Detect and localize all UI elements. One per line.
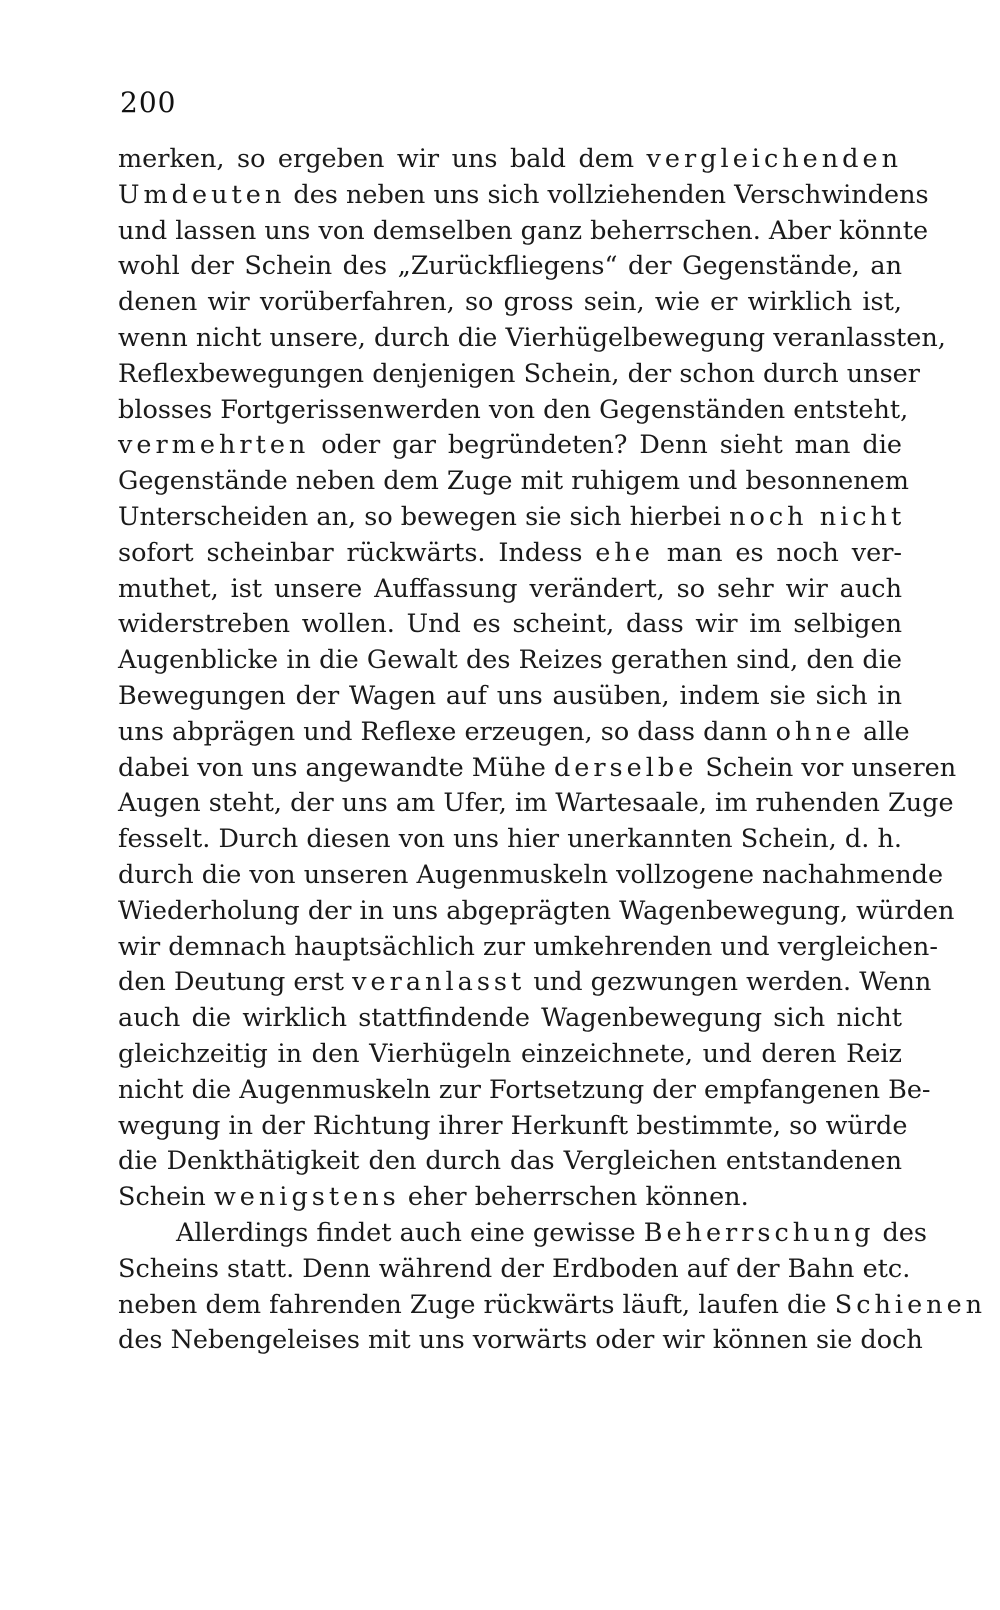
text-run: des neben uns sich vollziehenden Verschwindens [285,179,929,210]
text-run: Schein vor unseren [697,752,957,783]
text-line [118,1144,902,1180]
text-line [118,607,902,643]
text-run: wohl der Schein des „Zurückfliegens“ der Gegenstände, an [118,251,902,282]
text-run: neben dem fahrenden Zuge rückwärts läuft, laufen die [118,1289,835,1320]
text-line [118,715,910,751]
body-text [118,142,987,1359]
text-line [118,894,955,930]
text-line [118,321,946,357]
text-line [118,357,920,393]
text-line [118,965,932,1001]
text-run: Allerdings findet auch eine gewisse [176,1217,644,1248]
paragraph [118,1216,987,1359]
text-line [118,1323,923,1359]
text-line [118,822,902,858]
text-run: denen wir vorüberfahren, so gross sein, wie er wirklich ist, [118,287,902,318]
text-run: widerstreben wollen. Und es scheint, dass wir im selbigen [118,609,902,640]
text-run: blosses Fortgerissenwerden von den Gegenständen entsteht, [118,394,909,425]
text-line [118,428,902,464]
text-run: Schein [118,1182,214,1213]
text-run: die Denkthätigkeit den durch das Vergleichen entstandenen [118,1146,902,1177]
text-run: dabei von uns angewandte Mühe [118,752,554,783]
spaced-emphasis: ehe [595,537,654,568]
text-run: oder gar begründeten? Denn sieht man die [309,430,902,461]
text-line [118,751,957,787]
text-line [118,1001,902,1037]
text-run: merken, so ergeben wir uns bald dem [118,144,647,174]
text-run: und lassen uns von demselben ganz beherrschen. Aber könnte [118,215,929,246]
text-run: Reflexbewegungen denjenigen Schein, der schon durch unser [118,358,920,389]
text-line [118,536,902,572]
spaced-emphasis: veranlasst [352,967,526,998]
text-run: sofort scheinbar rückwärts. Indess [118,537,596,568]
spaced-emphasis: Beherrschung [643,1217,875,1248]
text-run: Gegenstände neben dem Zuge mit ruhigem und besonnenem [118,466,909,497]
text-line [118,1073,931,1109]
text-run: wir demnach hauptsächlich zur umkehrenden und vergleichen- [118,931,938,962]
text-run: des Nebengeleises mit uns vorwärts oder wir können sie doch [118,1325,923,1356]
text-run: Augen steht, der uns am Ufer, im Wartesaale, im ruhenden Zuge [118,788,954,819]
text-run: man es noch ver- [653,537,902,568]
text-line [118,464,909,500]
text-run: durch die von unseren Augenmuskeln vollzogene nachahmende [118,859,944,890]
text-run: gleichzeitig in den Vierhügeln einzeichnete, und deren Reiz [118,1038,902,1069]
text-run: Bewegungen der Wagen auf uns ausüben, indem sie sich in [118,680,902,711]
text-run: Scheins statt. Denn während der Erdboden auf der Bahn etc. [118,1253,911,1284]
text-line [118,1252,911,1288]
page-number: 200 [120,86,177,119]
text-line [118,249,902,285]
text-line [118,214,929,250]
spaced-emphasis: wenigstens [213,1182,400,1213]
text-run: wegung in der Richtung ihrer Herkunft bestimmte, so würde [118,1110,908,1141]
text-line [118,1109,908,1145]
text-line [118,930,938,966]
text-line [118,178,929,214]
text-run: Unterscheiden an, so bewegen sie sich hierbei [118,501,730,532]
text-run: muthet, ist unsere Auffassung verändert, so sehr wir auch [118,573,902,604]
text-line [118,1288,987,1324]
text-run: Wiederholung der in uns abgeprägten Wagenbewegung, würden [118,895,955,926]
text-line [118,285,902,321]
text-run: wenn nicht unsere, durch die Vierhügelbewegung veranlassten, [118,322,946,353]
text-line [118,1216,927,1252]
text-run: nicht die Augenmuskeln zur Fortsetzung der empfangenen Be- [118,1074,931,1105]
text-run: auch die wirklich stattfindende Wagenbewegung sich nicht [118,1003,902,1034]
text-run: alle [854,716,910,747]
text-run: eher beherrschen können. [399,1182,749,1213]
spaced-emphasis: vermehrten [118,430,310,461]
text-run: des [874,1217,927,1248]
text-line [118,500,906,536]
text-line [118,1180,902,1216]
text-line [118,393,909,429]
text-line [118,679,902,715]
text-line [118,858,944,894]
text-line [118,1037,902,1073]
spaced-emphasis: Umdeuten [118,179,286,210]
spaced-emphasis: ohne [775,716,855,747]
text-run: und gezwungen werden. Wenn [525,967,932,998]
text-run: fesselt. Durch diesen von uns hier unerkannten Schein, d. h. [118,824,902,855]
spaced-emphasis: derselbe [553,752,698,783]
spaced-emphasis: noch nicht [729,501,906,532]
text-line [118,572,902,608]
text-run: uns abprägen und Reflexe erzeugen, so dass dann [118,716,776,747]
text-run: Augenblicke in die Gewalt des Reizes gerathen sind, den die [118,645,902,676]
paragraph [118,142,957,1216]
spaced-emphasis: Schienen [834,1289,987,1320]
text-run: den Deutung erst [118,967,353,998]
text-line [118,142,902,178]
text-line [118,786,954,822]
text-line [118,643,902,679]
spaced-emphasis: vergleichenden [646,144,902,174]
